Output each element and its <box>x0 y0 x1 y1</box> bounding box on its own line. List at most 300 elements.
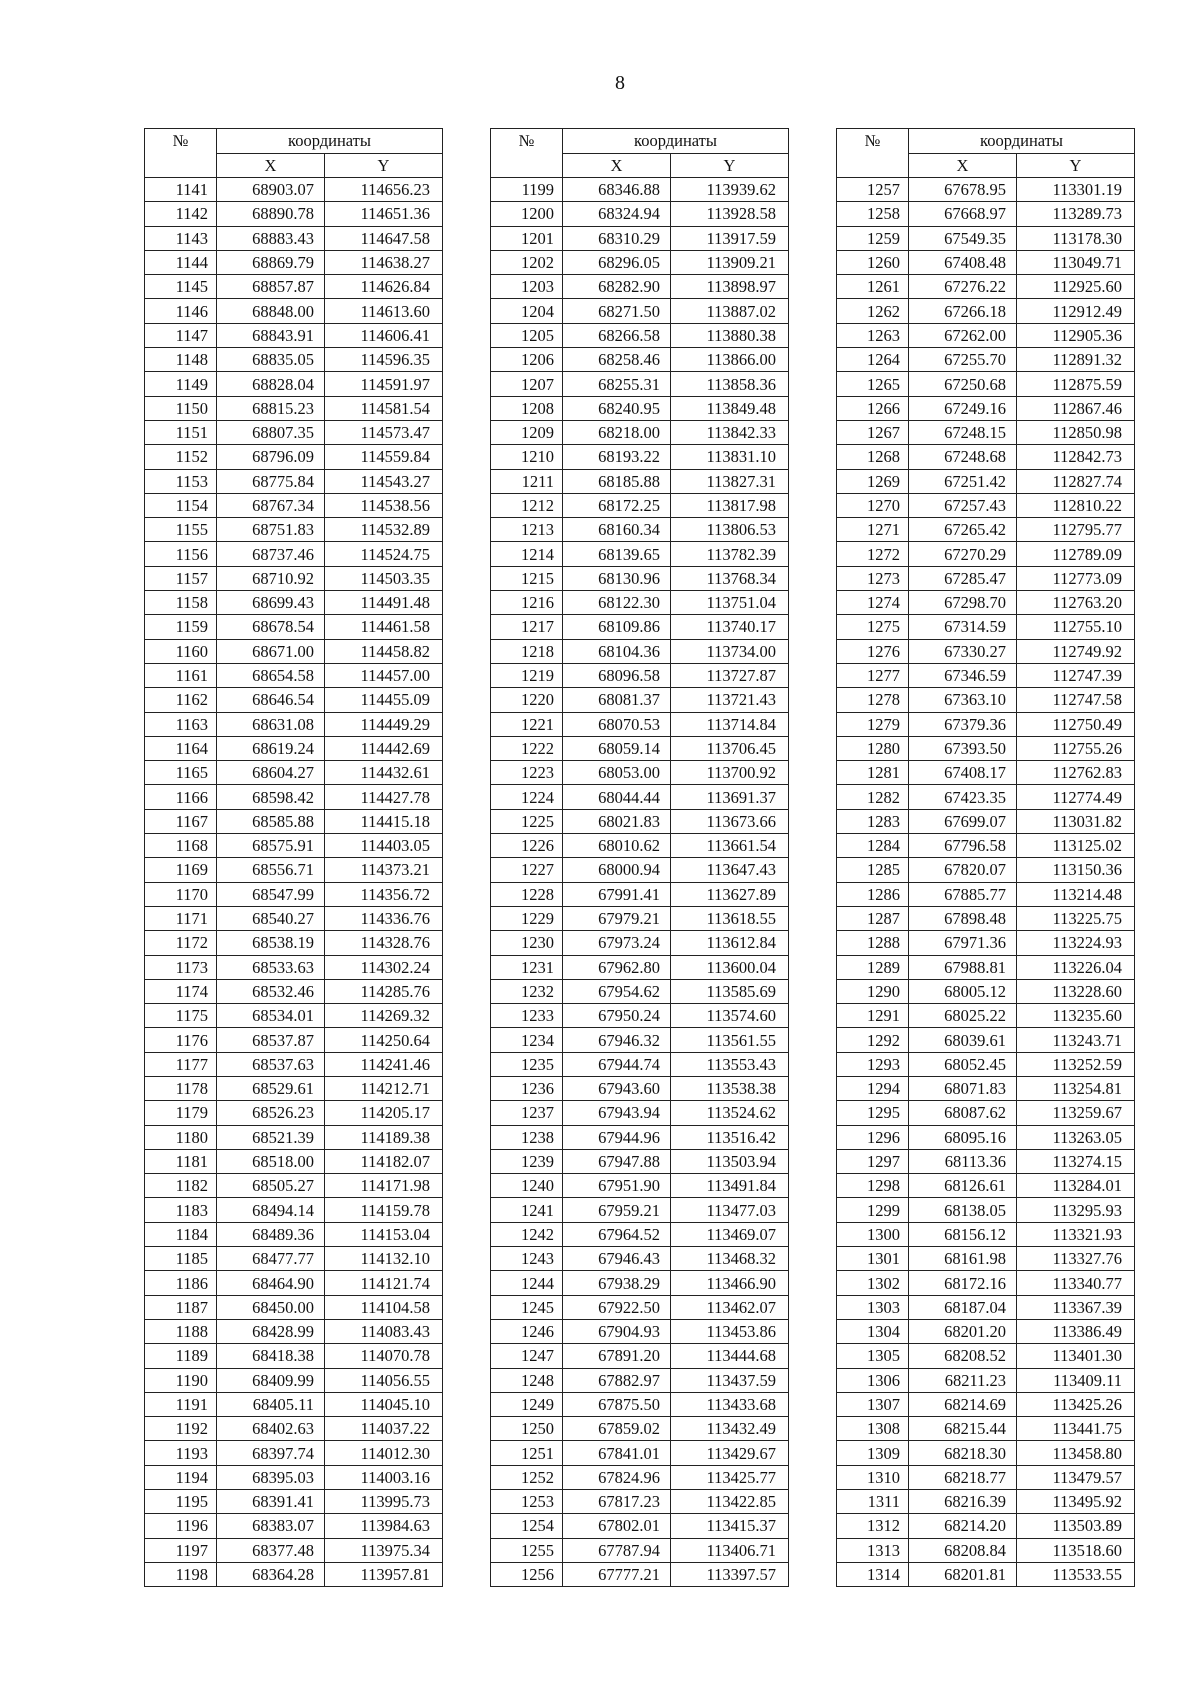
table-row <box>837 979 1135 1003</box>
table-row <box>837 1174 1135 1198</box>
table-row <box>491 1392 789 1416</box>
point-number-cell: 1161 <box>145 663 217 687</box>
y-coordinate-cell: 113259.67 <box>1017 1101 1135 1125</box>
y-coordinate-cell: 113425.77 <box>671 1465 789 1489</box>
point-number-cell: 1308 <box>837 1417 909 1441</box>
table-row <box>491 955 789 979</box>
y-coordinate-cell: 114606.41 <box>325 323 443 347</box>
point-number-cell: 1211 <box>491 469 563 493</box>
y-coordinate-cell: 114037.22 <box>325 1417 443 1441</box>
x-coordinate-cell: 67408.17 <box>909 761 1017 785</box>
table-row <box>145 736 443 760</box>
y-coordinate-cell: 114302.24 <box>325 955 443 979</box>
y-coordinate-cell: 113782.39 <box>671 542 789 566</box>
point-number-cell: 1245 <box>491 1295 563 1319</box>
point-number-cell: 1237 <box>491 1101 563 1125</box>
point-number-cell: 1271 <box>837 518 909 542</box>
table-row <box>145 275 443 299</box>
table-row <box>837 1344 1135 1368</box>
point-number-cell: 1302 <box>837 1271 909 1295</box>
y-coordinate-cell: 113975.34 <box>325 1538 443 1562</box>
point-number-cell: 1279 <box>837 712 909 736</box>
table-row <box>145 882 443 906</box>
x-coordinate-cell: 68021.83 <box>563 809 671 833</box>
point-number-cell: 1246 <box>491 1319 563 1343</box>
x-coordinate-cell: 68619.24 <box>217 736 325 760</box>
x-coordinate-cell: 68215.44 <box>909 1417 1017 1441</box>
point-number-cell: 1144 <box>145 250 217 274</box>
point-number-cell: 1232 <box>491 979 563 1003</box>
table-row <box>491 542 789 566</box>
x-coordinate-cell: 68428.99 <box>217 1319 325 1343</box>
x-coordinate-cell: 68418.38 <box>217 1344 325 1368</box>
table-row <box>491 1028 789 1052</box>
y-coordinate-cell: 113432.49 <box>671 1417 789 1441</box>
table-row <box>837 1101 1135 1125</box>
point-number-cell: 1187 <box>145 1295 217 1319</box>
point-number-cell: 1177 <box>145 1052 217 1076</box>
y-coordinate-cell: 112774.49 <box>1017 785 1135 809</box>
point-number-cell: 1210 <box>491 445 563 469</box>
x-coordinate-cell: 68208.52 <box>909 1344 1017 1368</box>
y-coordinate-cell: 114171.98 <box>325 1174 443 1198</box>
y-coordinate-cell: 114189.38 <box>325 1125 443 1149</box>
point-number-cell: 1293 <box>837 1052 909 1076</box>
x-coordinate-cell: 67265.42 <box>909 518 1017 542</box>
point-number-cell: 1295 <box>837 1101 909 1125</box>
x-coordinate-cell: 67255.70 <box>909 348 1017 372</box>
table-row <box>491 1247 789 1271</box>
x-coordinate-cell: 68585.88 <box>217 809 325 833</box>
point-number-cell: 1213 <box>491 518 563 542</box>
point-number-cell: 1206 <box>491 348 563 372</box>
table-row <box>145 809 443 833</box>
x-coordinate-cell: 68815.23 <box>217 396 325 420</box>
point-number-cell: 1290 <box>837 979 909 1003</box>
point-number-cell: 1141 <box>145 178 217 202</box>
table-row <box>491 299 789 323</box>
table-row <box>837 1295 1135 1319</box>
x-coordinate-cell: 68540.27 <box>217 906 325 930</box>
y-coordinate-cell: 113466.90 <box>671 1271 789 1295</box>
point-number-cell: 1184 <box>145 1222 217 1246</box>
point-number-cell: 1149 <box>145 372 217 396</box>
x-coordinate-cell: 67964.52 <box>563 1222 671 1246</box>
y-coordinate-cell: 113397.57 <box>671 1562 789 1586</box>
point-number-cell: 1227 <box>491 858 563 882</box>
point-number-cell: 1178 <box>145 1076 217 1100</box>
table-row <box>145 445 443 469</box>
point-number-cell: 1253 <box>491 1490 563 1514</box>
x-coordinate-cell: 67250.68 <box>909 372 1017 396</box>
table-row <box>837 615 1135 639</box>
table-row <box>145 493 443 517</box>
point-number-cell: 1222 <box>491 736 563 760</box>
point-number-cell: 1155 <box>145 518 217 542</box>
point-number-cell: 1281 <box>837 761 909 785</box>
point-number-cell: 1167 <box>145 809 217 833</box>
point-number-cell: 1238 <box>491 1125 563 1149</box>
table-row <box>837 275 1135 299</box>
table-row <box>837 834 1135 858</box>
x-coordinate-cell: 68087.62 <box>909 1101 1017 1125</box>
y-coordinate-cell: 112891.32 <box>1017 348 1135 372</box>
point-number-cell: 1289 <box>837 955 909 979</box>
table-row <box>491 931 789 955</box>
point-number-cell: 1261 <box>837 275 909 299</box>
point-number-cell: 1204 <box>491 299 563 323</box>
table-row <box>491 858 789 882</box>
table-row <box>145 542 443 566</box>
x-coordinate-cell: 68890.78 <box>217 202 325 226</box>
y-coordinate-cell: 113734.00 <box>671 639 789 663</box>
table-row <box>145 1149 443 1173</box>
table-row <box>145 250 443 274</box>
table-row <box>145 1392 443 1416</box>
table-body <box>491 178 789 1587</box>
point-number-cell: 1234 <box>491 1028 563 1052</box>
y-coordinate-cell: 114336.76 <box>325 906 443 930</box>
table-row <box>145 931 443 955</box>
y-coordinate-cell: 113661.54 <box>671 834 789 858</box>
point-number-cell: 1278 <box>837 688 909 712</box>
x-coordinate-cell: 68505.27 <box>217 1174 325 1198</box>
point-number-cell: 1266 <box>837 396 909 420</box>
x-coordinate-cell: 68187.04 <box>909 1295 1017 1319</box>
x-coordinate-cell: 67346.59 <box>909 663 1017 687</box>
point-number-cell: 1291 <box>837 1004 909 1028</box>
y-coordinate-cell: 113462.07 <box>671 1295 789 1319</box>
x-coordinate-cell: 67971.36 <box>909 931 1017 955</box>
x-coordinate-cell: 68172.25 <box>563 493 671 517</box>
x-coordinate-cell: 68161.98 <box>909 1247 1017 1271</box>
y-coordinate-cell: 114461.58 <box>325 615 443 639</box>
table-row <box>837 202 1135 226</box>
x-coordinate-cell: 67249.16 <box>909 396 1017 420</box>
x-coordinate-cell: 67904.93 <box>563 1319 671 1343</box>
y-coordinate-cell: 113289.73 <box>1017 202 1135 226</box>
y-coordinate-cell: 114241.46 <box>325 1052 443 1076</box>
y-coordinate-cell: 114455.09 <box>325 688 443 712</box>
y-coordinate-cell: 114651.36 <box>325 202 443 226</box>
table-row <box>837 785 1135 809</box>
x-coordinate-cell: 67875.50 <box>563 1392 671 1416</box>
x-coordinate-cell: 67379.36 <box>909 712 1017 736</box>
point-number-cell: 1270 <box>837 493 909 517</box>
x-coordinate-cell: 68710.92 <box>217 566 325 590</box>
table-row <box>145 615 443 639</box>
y-coordinate-cell: 112749.92 <box>1017 639 1135 663</box>
y-coordinate-cell: 113561.55 <box>671 1028 789 1052</box>
x-coordinate-cell: 68211.23 <box>909 1368 1017 1392</box>
x-coordinate-cell: 67257.43 <box>909 493 1017 517</box>
x-coordinate-cell: 67802.01 <box>563 1514 671 1538</box>
table-row <box>837 1271 1135 1295</box>
point-number-cell: 1196 <box>145 1514 217 1538</box>
point-number-cell: 1142 <box>145 202 217 226</box>
point-number-cell: 1311 <box>837 1490 909 1514</box>
x-coordinate-cell: 68053.00 <box>563 761 671 785</box>
point-number-cell: 1258 <box>837 202 909 226</box>
point-number-cell: 1160 <box>145 639 217 663</box>
table-row <box>145 1514 443 1538</box>
x-coordinate-cell: 68193.22 <box>563 445 671 469</box>
x-coordinate-cell: 68266.58 <box>563 323 671 347</box>
table-row <box>491 1101 789 1125</box>
table-row <box>491 1514 789 1538</box>
point-number-cell: 1212 <box>491 493 563 517</box>
x-coordinate-cell: 67944.74 <box>563 1052 671 1076</box>
point-number-cell: 1313 <box>837 1538 909 1562</box>
point-number-cell: 1152 <box>145 445 217 469</box>
y-coordinate-cell: 113254.81 <box>1017 1076 1135 1100</box>
y-coordinate-cell: 112905.36 <box>1017 323 1135 347</box>
point-number-cell: 1239 <box>491 1149 563 1173</box>
point-number-cell: 1254 <box>491 1514 563 1538</box>
table-row <box>837 663 1135 687</box>
x-coordinate-cell: 67882.97 <box>563 1368 671 1392</box>
y-coordinate-cell: 113727.87 <box>671 663 789 687</box>
y-coordinate-cell: 113274.15 <box>1017 1149 1135 1173</box>
x-coordinate-cell: 68208.84 <box>909 1538 1017 1562</box>
x-coordinate-cell: 68409.99 <box>217 1368 325 1392</box>
y-coordinate-cell: 113673.66 <box>671 809 789 833</box>
y-coordinate-cell: 113647.43 <box>671 858 789 882</box>
point-number-cell: 1242 <box>491 1222 563 1246</box>
y-coordinate-cell: 114132.10 <box>325 1247 443 1271</box>
table-row <box>837 906 1135 930</box>
table-row <box>837 955 1135 979</box>
y-coordinate-cell: 113401.30 <box>1017 1344 1135 1368</box>
x-coordinate-cell: 68039.61 <box>909 1028 1017 1052</box>
y-coordinate-cell: 114003.16 <box>325 1465 443 1489</box>
table-row <box>837 372 1135 396</box>
point-number-cell: 1150 <box>145 396 217 420</box>
y-coordinate-cell: 113939.62 <box>671 178 789 202</box>
y-coordinate-cell: 114182.07 <box>325 1149 443 1173</box>
x-coordinate-cell: 68775.84 <box>217 469 325 493</box>
table-row <box>145 1417 443 1441</box>
y-coordinate-cell: 113817.98 <box>671 493 789 517</box>
table-row <box>837 639 1135 663</box>
y-coordinate-cell: 113469.07 <box>671 1222 789 1246</box>
y-coordinate-cell: 114328.76 <box>325 931 443 955</box>
point-number-cell: 1267 <box>837 420 909 444</box>
y-coordinate-cell: 113538.38 <box>671 1076 789 1100</box>
y-coordinate-cell: 114269.32 <box>325 1004 443 1028</box>
point-number-cell: 1182 <box>145 1174 217 1198</box>
point-number-cell: 1147 <box>145 323 217 347</box>
x-coordinate-cell: 67330.27 <box>909 639 1017 663</box>
x-coordinate-cell: 68751.83 <box>217 518 325 542</box>
y-coordinate-cell: 113984.63 <box>325 1514 443 1538</box>
point-number-cell: 1272 <box>837 542 909 566</box>
point-number-cell: 1249 <box>491 1392 563 1416</box>
point-number-cell: 1301 <box>837 1247 909 1271</box>
point-number-cell: 1260 <box>837 250 909 274</box>
y-coordinate-cell: 114250.64 <box>325 1028 443 1052</box>
point-number-cell: 1215 <box>491 566 563 590</box>
x-coordinate-cell: 68631.08 <box>217 712 325 736</box>
table-row <box>837 931 1135 955</box>
x-coordinate-cell: 68138.05 <box>909 1198 1017 1222</box>
point-number-cell: 1241 <box>491 1198 563 1222</box>
table-row <box>837 445 1135 469</box>
x-coordinate-cell: 67938.29 <box>563 1271 671 1295</box>
point-number-cell: 1201 <box>491 226 563 250</box>
table-row <box>837 493 1135 517</box>
y-coordinate-cell: 113691.37 <box>671 785 789 809</box>
table-row <box>491 761 789 785</box>
y-coordinate-cell: 114205.17 <box>325 1101 443 1125</box>
x-coordinate-cell: 67944.96 <box>563 1125 671 1149</box>
table-row <box>837 712 1135 736</box>
x-coordinate-cell: 68218.30 <box>909 1441 1017 1465</box>
x-coordinate-cell: 68699.43 <box>217 591 325 615</box>
number-column-header: № <box>145 129 217 178</box>
x-coordinate-cell: 68052.45 <box>909 1052 1017 1076</box>
table-row <box>837 566 1135 590</box>
point-number-cell: 1269 <box>837 469 909 493</box>
y-coordinate-cell: 113225.75 <box>1017 906 1135 930</box>
number-column-header: № <box>491 129 563 178</box>
point-number-cell: 1252 <box>491 1465 563 1489</box>
y-coordinate-cell: 113243.71 <box>1017 1028 1135 1052</box>
x-coordinate-cell: 68843.91 <box>217 323 325 347</box>
x-coordinate-cell: 67946.43 <box>563 1247 671 1271</box>
point-number-cell: 1216 <box>491 591 563 615</box>
x-coordinate-cell: 68737.46 <box>217 542 325 566</box>
table-row <box>837 226 1135 250</box>
point-number-cell: 1312 <box>837 1514 909 1538</box>
table-row <box>837 688 1135 712</box>
y-coordinate-cell: 113422.85 <box>671 1490 789 1514</box>
y-coordinate-cell: 112763.20 <box>1017 591 1135 615</box>
x-coordinate-cell: 67248.15 <box>909 420 1017 444</box>
y-coordinate-cell: 113887.02 <box>671 299 789 323</box>
x-coordinate-cell: 67796.58 <box>909 834 1017 858</box>
y-column-header: Y <box>1017 153 1135 178</box>
table-row <box>145 1538 443 1562</box>
y-coordinate-cell: 113429.67 <box>671 1441 789 1465</box>
y-coordinate-cell: 113928.58 <box>671 202 789 226</box>
table-row <box>145 420 443 444</box>
x-coordinate-cell: 67248.68 <box>909 445 1017 469</box>
y-coordinate-cell: 114491.48 <box>325 591 443 615</box>
x-coordinate-cell: 67285.47 <box>909 566 1017 590</box>
x-coordinate-cell: 68671.00 <box>217 639 325 663</box>
x-coordinate-cell: 67973.24 <box>563 931 671 955</box>
point-number-cell: 1154 <box>145 493 217 517</box>
x-coordinate-cell: 68796.09 <box>217 445 325 469</box>
y-coordinate-cell: 114373.21 <box>325 858 443 882</box>
point-number-cell: 1158 <box>145 591 217 615</box>
y-coordinate-cell: 113524.62 <box>671 1101 789 1125</box>
x-coordinate-cell: 68156.12 <box>909 1222 1017 1246</box>
table-row <box>145 688 443 712</box>
x-coordinate-cell: 67298.70 <box>909 591 1017 615</box>
point-number-cell: 1179 <box>145 1101 217 1125</box>
y-coordinate-cell: 114212.71 <box>325 1076 443 1100</box>
table-row <box>491 250 789 274</box>
y-coordinate-cell: 113706.45 <box>671 736 789 760</box>
x-coordinate-cell: 68397.74 <box>217 1441 325 1465</box>
y-coordinate-cell: 113437.59 <box>671 1368 789 1392</box>
table-row <box>837 178 1135 202</box>
y-coordinate-cell: 114559.84 <box>325 445 443 469</box>
table-row <box>491 445 789 469</box>
y-coordinate-cell: 114613.60 <box>325 299 443 323</box>
x-coordinate-cell: 68364.28 <box>217 1562 325 1586</box>
x-coordinate-cell: 68405.11 <box>217 1392 325 1416</box>
table-row <box>491 566 789 590</box>
y-coordinate-cell: 114045.10 <box>325 1392 443 1416</box>
table-row <box>837 736 1135 760</box>
y-coordinate-cell: 114415.18 <box>325 809 443 833</box>
x-coordinate-cell: 68218.00 <box>563 420 671 444</box>
x-coordinate-cell: 67817.23 <box>563 1490 671 1514</box>
y-coordinate-cell: 113433.68 <box>671 1392 789 1416</box>
table-row <box>837 1538 1135 1562</box>
table-row <box>491 178 789 202</box>
point-number-cell: 1248 <box>491 1368 563 1392</box>
y-coordinate-cell: 113827.31 <box>671 469 789 493</box>
point-number-cell: 1188 <box>145 1319 217 1343</box>
table-row <box>837 1514 1135 1538</box>
point-number-cell: 1251 <box>491 1441 563 1465</box>
y-coordinate-cell: 113125.02 <box>1017 834 1135 858</box>
y-coordinate-cell: 113453.86 <box>671 1319 789 1343</box>
table-row <box>837 542 1135 566</box>
table-row <box>491 688 789 712</box>
x-coordinate-cell: 67266.18 <box>909 299 1017 323</box>
y-coordinate-cell: 114581.54 <box>325 396 443 420</box>
point-number-cell: 1264 <box>837 348 909 372</box>
point-number-cell: 1186 <box>145 1271 217 1295</box>
point-number-cell: 1231 <box>491 955 563 979</box>
x-coordinate-cell: 68258.46 <box>563 348 671 372</box>
x-coordinate-cell: 68395.03 <box>217 1465 325 1489</box>
y-coordinate-cell: 114524.75 <box>325 542 443 566</box>
y-coordinate-cell: 113228.60 <box>1017 979 1135 1003</box>
point-number-cell: 1194 <box>145 1465 217 1489</box>
x-coordinate-cell: 68489.36 <box>217 1222 325 1246</box>
x-coordinate-cell: 67991.41 <box>563 882 671 906</box>
y-coordinate-cell: 114285.76 <box>325 979 443 1003</box>
x-coordinate-cell: 68598.42 <box>217 785 325 809</box>
table-row <box>837 1004 1135 1028</box>
table-row <box>837 1490 1135 1514</box>
x-coordinate-cell: 68071.83 <box>909 1076 1017 1100</box>
y-coordinate-cell: 112755.10 <box>1017 615 1135 639</box>
point-number-cell: 1170 <box>145 882 217 906</box>
point-number-cell: 1162 <box>145 688 217 712</box>
table-row <box>145 518 443 542</box>
x-coordinate-cell: 68126.61 <box>909 1174 1017 1198</box>
table-row <box>145 323 443 347</box>
x-coordinate-cell: 68532.46 <box>217 979 325 1003</box>
point-number-cell: 1192 <box>145 1417 217 1441</box>
point-number-cell: 1297 <box>837 1149 909 1173</box>
table-row <box>145 469 443 493</box>
table-row <box>491 615 789 639</box>
y-coordinate-cell: 112773.09 <box>1017 566 1135 590</box>
y-coordinate-cell: 112762.83 <box>1017 761 1135 785</box>
point-number-cell: 1195 <box>145 1490 217 1514</box>
x-coordinate-cell: 67393.50 <box>909 736 1017 760</box>
y-coordinate-cell: 113340.77 <box>1017 1271 1135 1295</box>
y-coordinate-cell: 113235.60 <box>1017 1004 1135 1028</box>
